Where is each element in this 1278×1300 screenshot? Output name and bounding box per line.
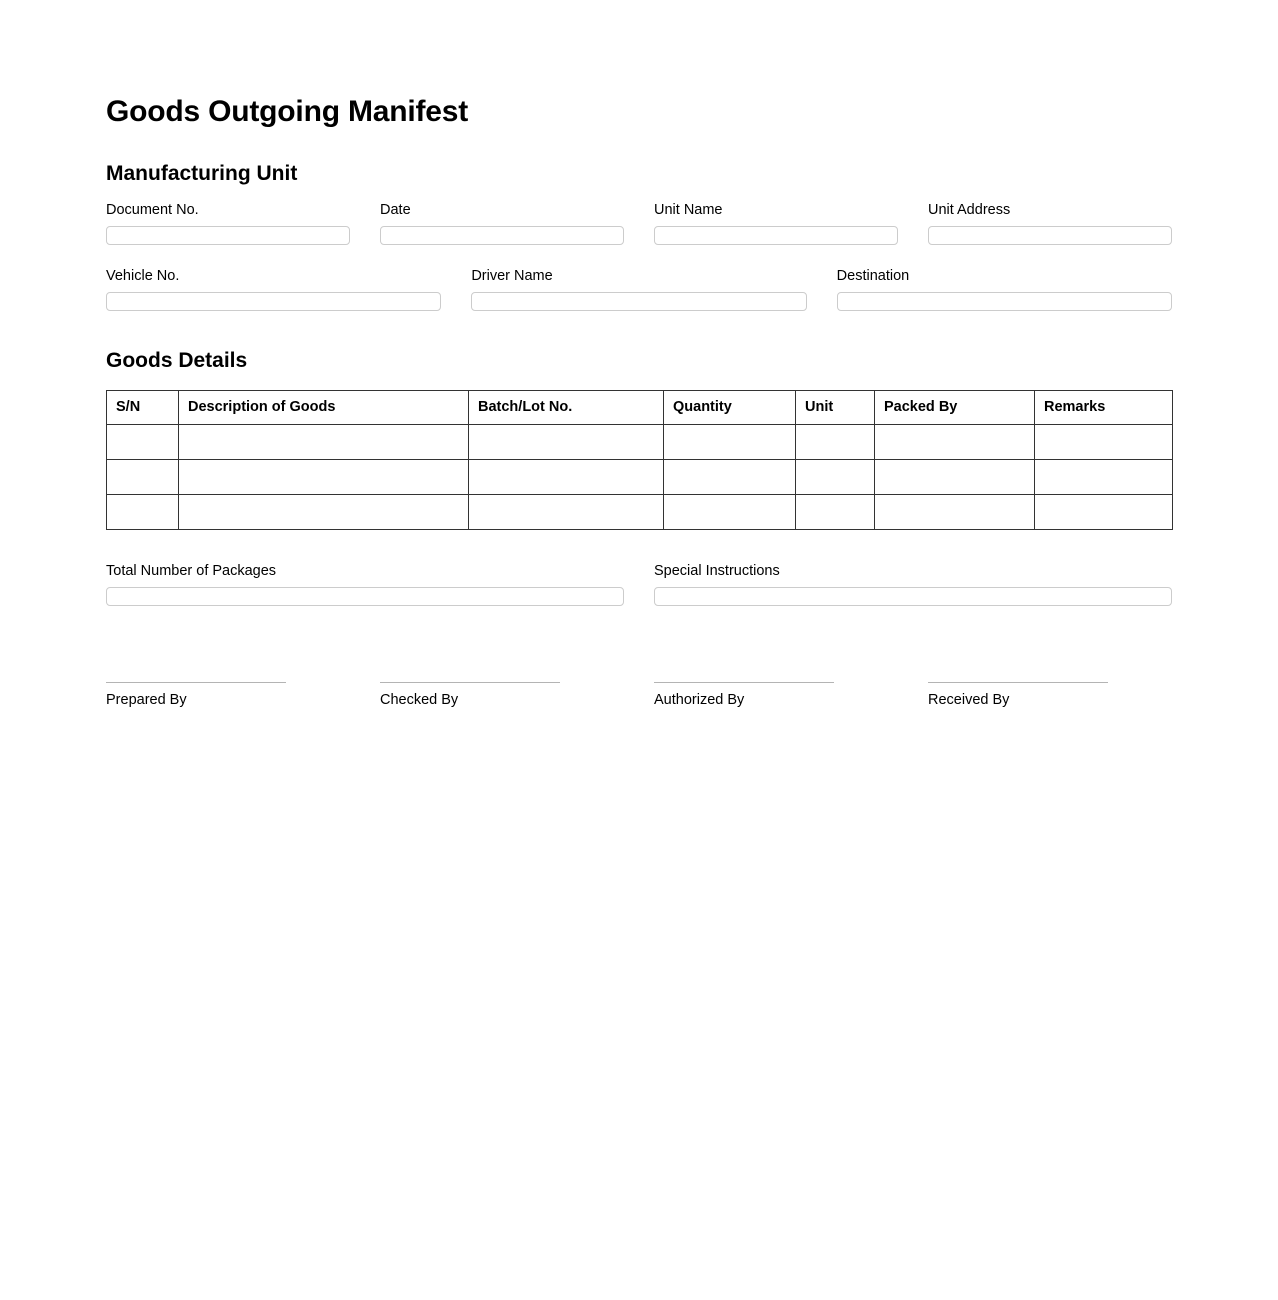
field-label-document-no: Document No. (106, 202, 199, 219)
section-title-goods-details: Goods Details (106, 348, 248, 372)
page-title: Goods Outgoing Manifest (106, 95, 469, 128)
goods-details-table (106, 390, 1173, 530)
column-header-remarks: Remarks (1035, 390, 1173, 424)
totals-row (106, 562, 1172, 606)
field-label-special-instructions: Special Instructions (654, 563, 780, 580)
signature-block-prepared-by (106, 682, 350, 710)
cell-remarks[interactable] (1035, 460, 1173, 495)
cell-batch[interactable] (469, 460, 664, 495)
table-row[interactable] (107, 495, 1173, 530)
cell-sn[interactable] (107, 495, 179, 530)
column-header-packed-by: Packed By (875, 390, 1035, 424)
special-instructions-input[interactable] (654, 587, 1172, 606)
field-special-instructions (654, 562, 1172, 606)
field-label-driver-name: Driver Name (471, 267, 553, 284)
field-label-unit-name: Unit Name (654, 202, 723, 219)
cell-sn[interactable] (107, 460, 179, 495)
cell-description[interactable] (179, 460, 469, 495)
document-body (106, 95, 1172, 710)
signature-row (106, 682, 1172, 710)
unit-address-input[interactable] (928, 226, 1172, 245)
field-unit-address (928, 201, 1172, 245)
section-title-manufacturing-unit: Manufacturing Unit (106, 162, 298, 185)
signature-block-received-by (928, 682, 1172, 710)
column-header-batch: Batch/Lot No. (469, 390, 664, 424)
table-row[interactable] (107, 425, 1173, 460)
signature-label-checked-by: Checked By (380, 692, 459, 709)
cell-packed-by[interactable] (875, 425, 1035, 460)
field-unit-name (654, 201, 898, 245)
signature-label-received-by: Received By (928, 692, 1010, 709)
signature-label-authorized-by: Authorized By (654, 692, 745, 709)
cell-unit[interactable] (796, 495, 875, 530)
cell-packed-by[interactable] (875, 495, 1035, 530)
column-header-quantity: Quantity (664, 390, 796, 424)
field-total-packages (106, 562, 624, 606)
cell-remarks[interactable] (1035, 425, 1173, 460)
column-header-unit: Unit (796, 390, 875, 424)
column-header-description: Description of Goods (179, 390, 469, 424)
cell-description[interactable] (179, 495, 469, 530)
vehicle-no-input[interactable] (106, 292, 441, 311)
document-no-input[interactable] (106, 226, 350, 245)
cell-quantity[interactable] (664, 495, 796, 530)
field-label-destination: Destination (836, 267, 910, 284)
field-document-no (106, 201, 350, 245)
signature-line[interactable] (106, 682, 286, 683)
goods-table-body (107, 425, 1173, 530)
field-label-unit-address: Unit Address (928, 202, 1011, 219)
cell-packed-by[interactable] (875, 460, 1035, 495)
cell-unit[interactable] (796, 425, 875, 460)
field-label-vehicle-no: Vehicle No. (106, 267, 180, 284)
table-header-row (107, 390, 1173, 424)
field-date (380, 201, 624, 245)
driver-name-input[interactable] (471, 292, 806, 311)
manufacturing-unit-row-2 (106, 267, 1172, 311)
field-driver-name (471, 267, 806, 311)
field-label-date: Date (380, 202, 411, 219)
cell-description[interactable] (179, 425, 469, 460)
table-row[interactable] (107, 460, 1173, 495)
unit-name-input[interactable] (654, 226, 898, 245)
signature-block-authorized-by (654, 682, 898, 710)
signature-line[interactable] (928, 682, 1108, 683)
cell-remarks[interactable] (1035, 495, 1173, 530)
field-label-total-packages: Total Number of Packages (106, 563, 277, 580)
column-header-sn: S/N (107, 390, 179, 424)
goods-table-head (107, 390, 1173, 424)
manufacturing-unit-row-1 (106, 201, 1172, 245)
cell-unit[interactable] (796, 460, 875, 495)
date-input[interactable] (380, 226, 624, 245)
field-vehicle-no (106, 267, 441, 311)
total-packages-input[interactable] (106, 587, 624, 606)
cell-batch[interactable] (469, 425, 664, 460)
signature-line[interactable] (380, 682, 560, 683)
signature-line[interactable] (654, 682, 834, 683)
field-destination (837, 267, 1172, 311)
cell-quantity[interactable] (664, 425, 796, 460)
destination-input[interactable] (837, 292, 1172, 311)
cell-batch[interactable] (469, 495, 664, 530)
cell-quantity[interactable] (664, 460, 796, 495)
signature-label-prepared-by: Prepared By (106, 692, 187, 709)
signature-block-checked-by (380, 682, 624, 710)
cell-sn[interactable] (107, 425, 179, 460)
